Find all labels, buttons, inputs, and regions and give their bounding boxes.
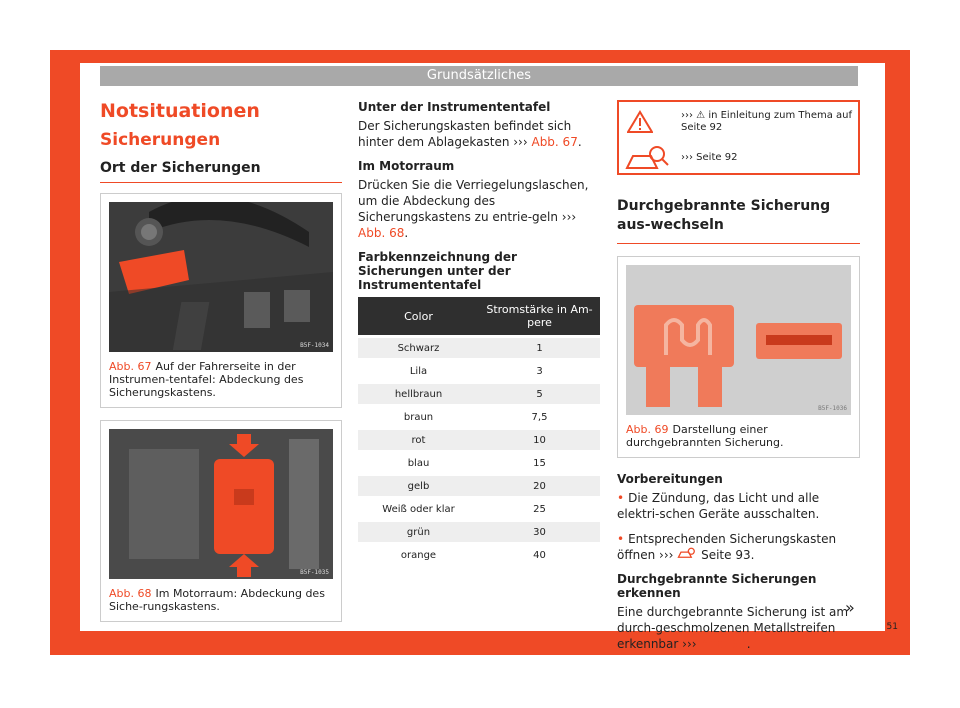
subheading-detect: Durchgebrannte Sicherungen erkennen [617, 572, 817, 600]
table-row [358, 453, 600, 473]
paragraph-text: Drücken Sie die Verriegelungslaschen, um die Abdeckung des Sicherungskastens zu entrie-geln ››› [358, 178, 589, 224]
paragraph-detect [617, 604, 860, 652]
figure-label: Abb. 67 [109, 360, 152, 373]
paragraph-text: Eine durchgebrannte Sicherung ist am durch-geschmolzenen Metallstreifen erkennbar ››› [617, 605, 849, 651]
figure-code: B5F-1035 [300, 569, 329, 576]
page-link[interactable]: Seite 93 [701, 548, 751, 562]
engine-illustration [109, 429, 333, 579]
figure-67 [100, 193, 342, 408]
fuse-amperage-cell: 40 [479, 545, 600, 565]
column-right [617, 100, 860, 661]
fuse-amperage-cell: 30 [479, 522, 600, 542]
dashboard-fuse-cover-image [109, 202, 333, 352]
warning-icon [627, 110, 653, 134]
fuse-color-cell: orange [358, 545, 479, 565]
fuse-amperage-cell: 5 [479, 384, 600, 404]
bullet-icon: • [617, 532, 625, 546]
fuse-color-cell: gelb [358, 476, 479, 496]
subheading-preparation: Vorbereitungen [617, 472, 723, 486]
page-number: 51 [886, 622, 898, 632]
paragraph-instrument-panel [358, 118, 600, 150]
bullet-icon: • [617, 491, 625, 505]
column-middle [358, 100, 600, 568]
fuse-color-cell: Schwarz [358, 338, 479, 358]
fuse-color-cell: hellbraun [358, 384, 479, 404]
blown-fuse-image [626, 265, 851, 415]
list-item [617, 531, 860, 563]
table-row [358, 361, 600, 381]
list-item [617, 490, 860, 522]
fuse-amperage-cell: 10 [479, 430, 600, 450]
warning-reference-page: Seite 92 [681, 122, 723, 133]
fuse-color-cell: Weiß oder klar [358, 499, 479, 519]
figure-caption [101, 587, 341, 621]
table-body [358, 338, 600, 565]
manual-reference: ››› Seite 92 [681, 152, 738, 163]
section-heading: Ort der Sicherungen [100, 160, 342, 183]
bullet-text: Entsprechenden Sicherungskasten öffnen ››› [617, 532, 837, 562]
column-left [100, 100, 342, 634]
figure-68 [100, 420, 342, 622]
table-row [358, 338, 600, 358]
table-header-color: Color [358, 297, 479, 335]
fuse-color-cell: rot [358, 430, 479, 450]
figure-caption-text: Im Motorraum: Abdeckung des Siche-rungskastens. [109, 587, 325, 613]
figure-link[interactable]: Abb. 69 [700, 637, 747, 651]
table-header-row [358, 297, 600, 335]
fuse-amperage-cell: 3 [479, 361, 600, 381]
subheading-instrument-panel: Unter der Instrumententafel [358, 100, 551, 114]
figure-caption [618, 423, 859, 457]
fuse-illustration [626, 265, 851, 415]
fuse-color-table [358, 294, 600, 568]
table-row [358, 545, 600, 565]
fuse-color-cell: grün [358, 522, 479, 542]
table-row [358, 476, 600, 496]
section-subtitle: Sicherungen [100, 130, 221, 150]
figure-caption-text: Darstellung einer durchgebrannten Sicherung. [626, 423, 784, 449]
paragraph-text: Der Sicherungskasten befindet sich hinter dem Ablagekasten ››› [358, 119, 572, 149]
table-row [358, 430, 600, 450]
table-header-amperage: Stromstärke in Am-pere [479, 297, 600, 335]
fuse-color-cell: braun [358, 407, 479, 427]
fuse-color-cell: Lila [358, 361, 479, 381]
figure-caption [101, 360, 341, 407]
section-heading-replace-fuse: Durchgebrannte Sicherung aus-wechseln [617, 197, 860, 244]
fuse-amperage-cell: 7,5 [479, 407, 600, 427]
paragraph-engine [358, 177, 600, 241]
table-row [358, 499, 600, 519]
figure-label: Abb. 68 [109, 587, 152, 600]
notice-box [617, 100, 860, 175]
table-row [358, 522, 600, 542]
bullet-text: Die Zündung, das Licht und alle elektri-schen Geräte ausschalten. [617, 491, 820, 521]
table-row [358, 407, 600, 427]
fuse-color-cell: blau [358, 453, 479, 473]
figure-69 [617, 256, 860, 458]
table-row [358, 384, 600, 404]
figure-label: Abb. 69 [626, 423, 669, 436]
paragraph-text-end: . [404, 226, 409, 240]
subheading-color-table: Farbkennzeichnung der Sicherungen unter der Instrumententafel [358, 250, 517, 292]
fuse-amperage-cell: 25 [479, 499, 600, 519]
figure-code: B5F-1036 [818, 405, 847, 412]
dashboard-illustration [109, 202, 333, 352]
figure-code: B5F-1034 [300, 342, 329, 349]
section-title: Notsituationen [100, 100, 260, 122]
figure-caption-text: Auf der Fahrerseite in der Instrumen-tentafel: Abdeckung des Sicherungskastens. [109, 360, 304, 399]
chapter-header: Grundsätzliches [100, 66, 858, 86]
fuse-amperage-cell: 20 [479, 476, 600, 496]
fuse-amperage-cell: 1 [479, 338, 600, 358]
car-manual-icon [625, 144, 669, 172]
warning-reference: ››› ⚠ in Einleitung zum Thema auf [681, 110, 853, 121]
continue-mark: » [845, 598, 855, 617]
engine-fuse-cover-image [109, 429, 333, 579]
fuse-amperage-cell: 15 [479, 453, 600, 473]
bullet-text-end: . [750, 548, 755, 562]
car-manual-icon [677, 547, 697, 559]
figure-link[interactable]: Abb. 68 [358, 226, 405, 240]
subheading-engine: Im Motorraum [358, 159, 455, 173]
figure-link[interactable]: Abb. 67 [531, 135, 578, 149]
paragraph-text-end: . [746, 637, 751, 651]
paragraph-text-end: . [577, 135, 582, 149]
